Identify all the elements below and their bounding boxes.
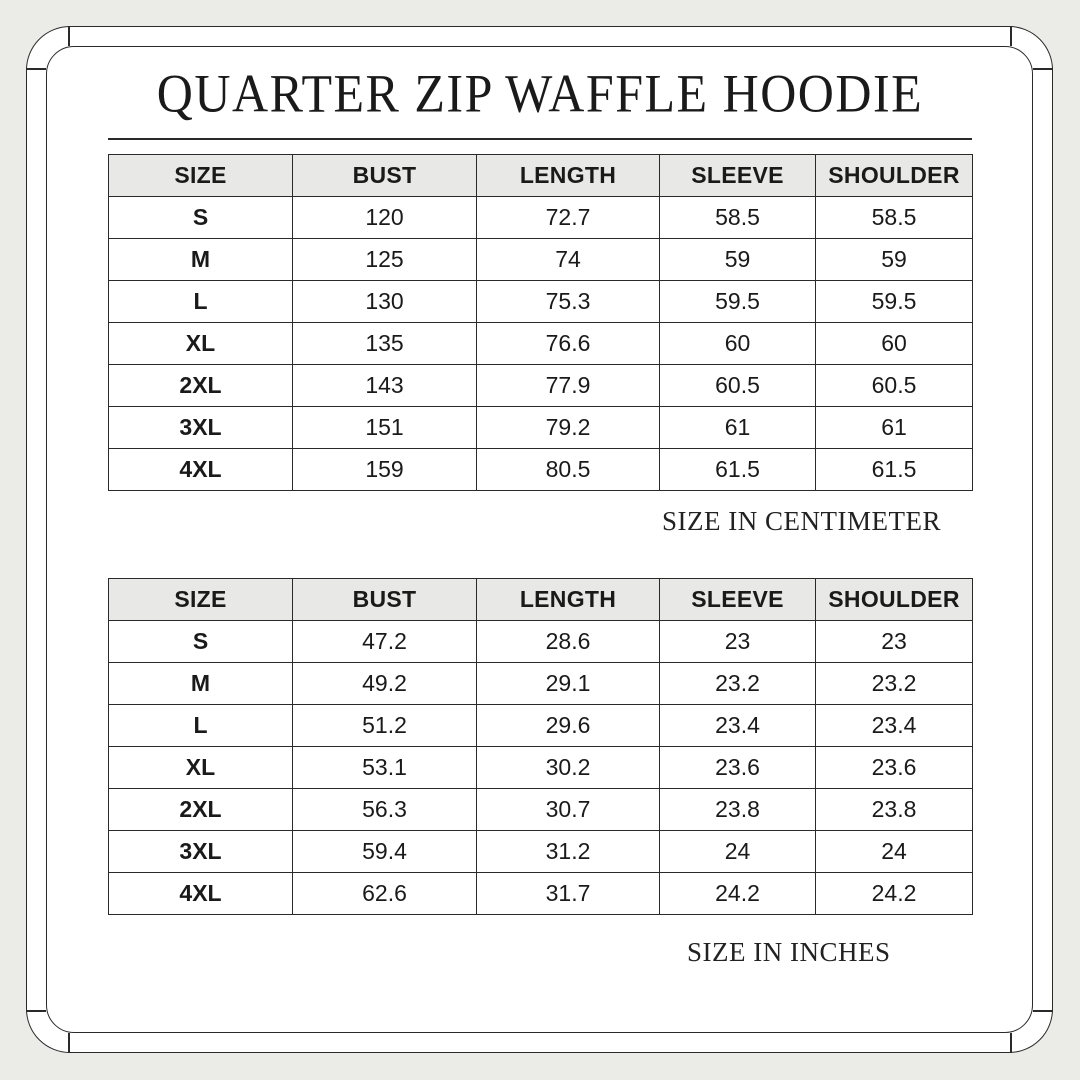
corner-tick [1010,26,1012,46]
cell-shoulder: 61 [816,407,973,449]
cell-sleeve: 23.4 [660,705,816,747]
cell-sleeve: 24 [660,831,816,873]
cell-size: XL [109,323,293,365]
cell-shoulder: 23.4 [816,705,973,747]
cell-shoulder: 58.5 [816,197,973,239]
cell-length: 79.2 [477,407,660,449]
table-row [109,365,973,407]
cell-size: XL [109,747,293,789]
column-header-sleeve: SLEEVE [660,155,816,197]
cell-sleeve: 60.5 [660,365,816,407]
cell-sleeve: 23.6 [660,747,816,789]
cell-sleeve: 61.5 [660,449,816,491]
cell-length: 74 [477,239,660,281]
cell-bust: 49.2 [293,663,477,705]
table-row [109,239,973,281]
cell-length: 80.5 [477,449,660,491]
size-table-centimeter [108,154,973,491]
cell-sleeve: 61 [660,407,816,449]
table-header-row [109,579,973,621]
corner-tick [1010,1033,1012,1053]
cell-size: 3XL [109,407,293,449]
table-body [109,197,973,491]
cell-size: S [109,197,293,239]
column-header-size: SIZE [109,579,293,621]
cell-size: M [109,663,293,705]
column-header-size: SIZE [109,155,293,197]
cell-sleeve: 24.2 [660,873,816,915]
column-header-sleeve: SLEEVE [660,579,816,621]
cell-shoulder: 23.2 [816,663,973,705]
cell-length: 30.7 [477,789,660,831]
table-row [109,873,973,915]
cell-size: L [109,705,293,747]
table-row [109,197,973,239]
table-header-row [109,155,973,197]
table-row [109,831,973,873]
corner-tick [1033,1010,1053,1012]
corner-tick [26,68,46,70]
cell-shoulder: 59.5 [816,281,973,323]
cell-bust: 56.3 [293,789,477,831]
cell-length: 75.3 [477,281,660,323]
corner-tick [68,26,70,46]
cell-bust: 130 [293,281,477,323]
caption-centimeter: SIZE IN CENTIMETER [662,506,941,536]
cell-shoulder: 24 [816,831,973,873]
cell-length: 31.7 [477,873,660,915]
cell-bust: 143 [293,365,477,407]
table-row [109,449,973,491]
cell-shoulder: 24.2 [816,873,973,915]
size-table-inches [108,578,973,915]
corner-tick [26,1010,46,1012]
cell-shoulder: 23.8 [816,789,973,831]
cell-shoulder: 23.6 [816,747,973,789]
cell-length: 76.6 [477,323,660,365]
title-divider [108,138,972,140]
cell-shoulder: 23 [816,621,973,663]
table-row [109,281,973,323]
cell-shoulder: 59 [816,239,973,281]
table-body [109,621,973,915]
column-header-bust: BUST [293,155,477,197]
cell-sleeve: 59 [660,239,816,281]
cell-sleeve: 60 [660,323,816,365]
table-row [109,621,973,663]
cell-size: 4XL [109,449,293,491]
cell-size: M [109,239,293,281]
cell-bust: 120 [293,197,477,239]
cell-bust: 47.2 [293,621,477,663]
cell-bust: 151 [293,407,477,449]
cell-length: 30.2 [477,747,660,789]
table-row [109,789,973,831]
page-title: QUARTER ZIP WAFFLE HOODIE [156,63,924,124]
cell-sleeve: 59.5 [660,281,816,323]
column-header-length: LENGTH [477,155,660,197]
cell-length: 31.2 [477,831,660,873]
cell-size: L [109,281,293,323]
cell-bust: 125 [293,239,477,281]
cell-size: S [109,621,293,663]
cell-length: 72.7 [477,197,660,239]
cell-shoulder: 60 [816,323,973,365]
cell-bust: 59.4 [293,831,477,873]
corner-tick [68,1033,70,1053]
cell-sleeve: 23.2 [660,663,816,705]
cell-size: 2XL [109,789,293,831]
cell-size: 2XL [109,365,293,407]
table-row [109,663,973,705]
column-header-shoulder: SHOULDER [816,579,973,621]
cell-bust: 53.1 [293,747,477,789]
corner-tick [1033,68,1053,70]
cell-sleeve: 23.8 [660,789,816,831]
cell-bust: 51.2 [293,705,477,747]
cell-size: 4XL [109,873,293,915]
table-row [109,705,973,747]
cell-bust: 135 [293,323,477,365]
caption-inches: SIZE IN INCHES [687,937,891,967]
cell-size: 3XL [109,831,293,873]
table-row [109,323,973,365]
table-row [109,747,973,789]
table-row [109,407,973,449]
cell-length: 29.1 [477,663,660,705]
cell-length: 77.9 [477,365,660,407]
cell-shoulder: 61.5 [816,449,973,491]
column-header-shoulder: SHOULDER [816,155,973,197]
cell-length: 28.6 [477,621,660,663]
cell-bust: 62.6 [293,873,477,915]
cell-sleeve: 23 [660,621,816,663]
column-header-bust: BUST [293,579,477,621]
cell-length: 29.6 [477,705,660,747]
column-header-length: LENGTH [477,579,660,621]
cell-bust: 159 [293,449,477,491]
cell-shoulder: 60.5 [816,365,973,407]
cell-sleeve: 58.5 [660,197,816,239]
